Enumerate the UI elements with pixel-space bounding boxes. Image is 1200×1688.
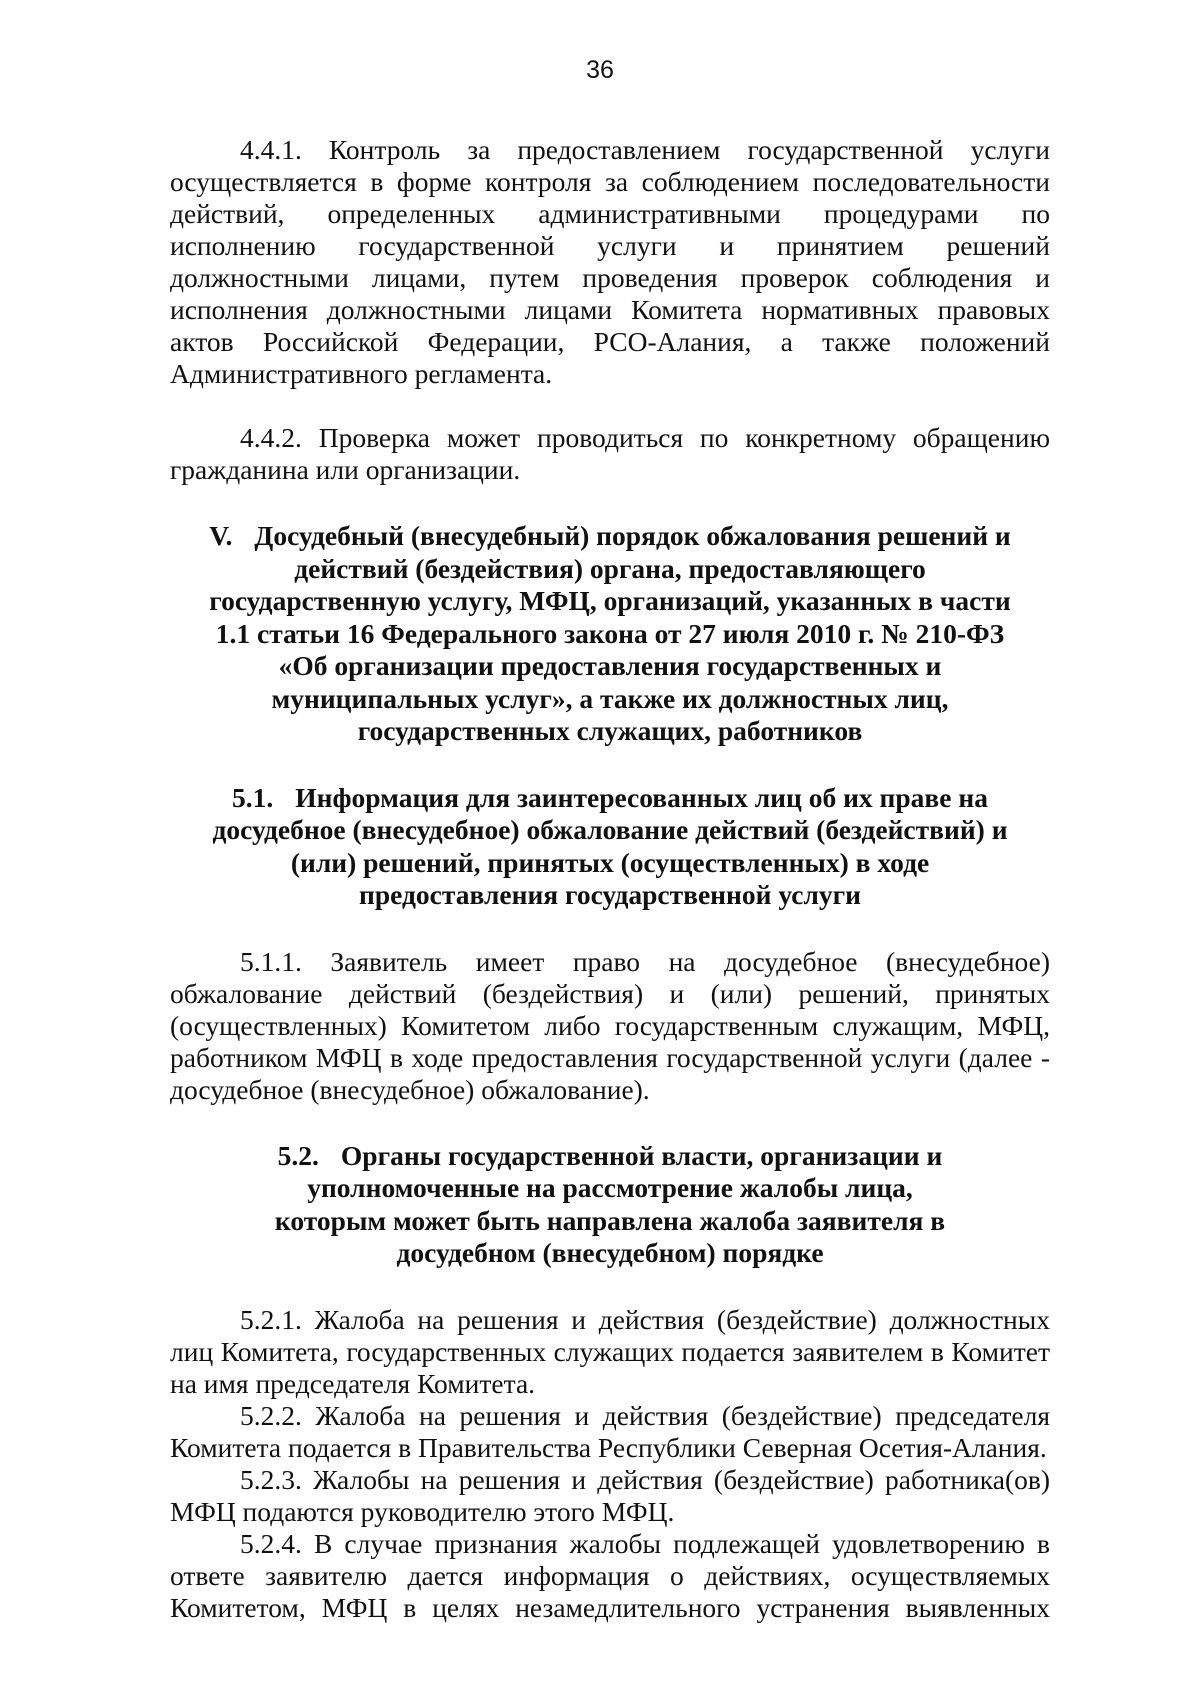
heading-number: V.	[209, 520, 233, 551]
spacer	[170, 1106, 1050, 1140]
heading-text: Органы государственной власти, организации и уполномоченные на рассмотрение жалобы лица, которым может быть направлена жалоба заявителя в досудебном (внесудебном) порядке	[274, 1139, 946, 1268]
paragraph-4-4-1: 4.4.1. Контроль за предоставлением государственной услуги осуществляется в форме контроля за соблюдением последовательности действий, определенных административными процедурами по исполнению государственной услуги и принятием решений должностными лицами, путем проведения проверок соблюдения и исполнения должностными лицами Комитета нормативных правовых актов Российской Федерации, РСО-Алания, а также положений Административного регламента.	[170, 134, 1050, 389]
page-content	[170, 134, 1050, 1624]
heading-section-5-1	[170, 782, 1050, 912]
heading-section-v	[170, 520, 1050, 748]
paragraph-5-2-2: 5.2.2. Жалоба на решения и действия (бездействие) председателя Комитета подается в Правительства Республики Северная Осетия-Алания.	[170, 1399, 1050, 1463]
paragraph-5-1-1: 5.1.1. Заявитель имеет право на досудебное (внесудебное) обжалование действий (бездействия) и (или) решений, принятых (осуществленных) Комитетом либо государственным служащим, МФЦ, работником МФЦ в ходе предоставления государственной услуги (далее - досудебное (внесудебное) обжалование).	[170, 945, 1050, 1105]
heading-number: 5.2.	[277, 1139, 319, 1171]
spacer	[170, 748, 1050, 782]
heading-text: Досудебный (внесудебный) порядок обжалования решений и действий (бездействия) органа, предоставляющего государственную услугу, МФЦ, организаций, указанных в части 1.1 статьи 16 Федерального закона от 27 июля 2010 г. № 210-ФЗ «Об организации предоставления государственных и муниципальных услуг», а также их должностных лиц, государственных служащих, работников	[209, 520, 1011, 746]
heading-number: 5.1.	[232, 781, 274, 813]
paragraph-5-2-4: 5.2.4. В случае признания жалобы подлежащей удовлетворению в ответе заявителю дается информация о действиях, осуществляемых Комитетом, МФЦ в целях незамедлительного устранения выявленных	[170, 1527, 1050, 1623]
spacer	[170, 912, 1050, 946]
spacer	[170, 486, 1050, 520]
spacer	[170, 390, 1050, 422]
page-number: 36	[586, 56, 614, 84]
paragraph-4-4-2: 4.4.2. Проверка может проводиться по конкретному обращению гражданина или организации.	[170, 422, 1050, 485]
spacer	[170, 1270, 1050, 1304]
paragraph-5-2-1: 5.2.1. Жалоба на решения и действия (бездействие) должностных лиц Комитета, государственных служащих подается заявителем в Комитет на имя председателя Комитета.	[170, 1303, 1050, 1399]
heading-text: Информация для заинтересованных лиц об их праве на досудебное (внесудебное) обжалование действий (бездействий) и (или) решений, принятых (осуществленных) в ходе предоставления государственной услуги	[212, 781, 1008, 910]
heading-section-5-2	[170, 1140, 1050, 1270]
paragraph-5-2-3: 5.2.3. Жалобы на решения и действия (бездействие) работника(ов) МФЦ подаются руководителю этого МФЦ.	[170, 1463, 1050, 1527]
